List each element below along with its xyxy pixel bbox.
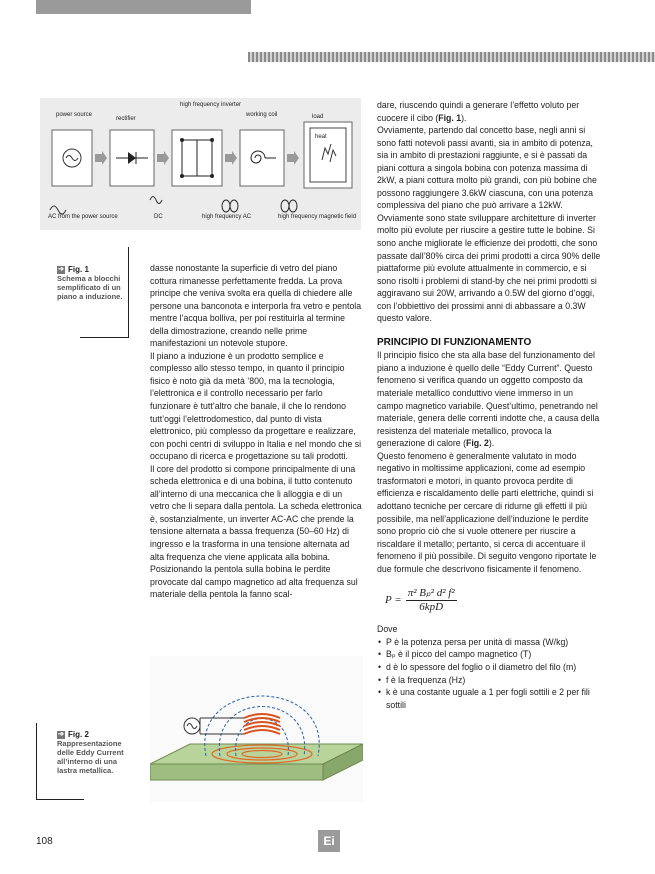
fig1-label-ac-from-source: AC from the power source [48,214,118,220]
page-number: 108 [36,836,53,847]
variable-list [377,636,601,711]
left-column [150,262,363,601]
fig1-label-inverter-text: high frequency inverter [180,102,242,108]
hf-wave-symbol-2 [281,200,289,212]
fig2-reference: Fig. 2 [466,438,489,449]
fig1-label-hf-ac: high frequency AC [202,214,252,220]
fig1-label-hf-field: high frequency magnetic field [278,214,357,220]
fig1-label-load: load [312,114,324,120]
fig1-label-inverter [180,102,241,108]
eddy-loss-formula [385,587,601,613]
arrow-4 [287,151,299,165]
fig1-label-working-coil: working coil [246,112,278,118]
fig1-label-dc: DC [154,214,163,220]
caption-arrow-icon: ➔ [58,265,64,273]
section-heading: PRINCIPIO DI FUNZIONAMENTO [377,336,532,348]
coil-block [240,130,284,186]
formula-numerator: π² Bₚ² d² f² [407,587,455,600]
right-paragraph-3 [377,349,601,449]
figure-1-block-diagram [40,98,361,230]
fig2-caption-label: Fig. 2 [68,730,89,739]
fig2-caption-text: Rappresentazione delle Eddy Current all’interno di una lastra metallica. [57,739,124,775]
figure-1-caption [57,265,123,301]
induction-coil [244,714,280,734]
formula-lhs: P = [385,594,402,606]
arrow-1 [95,151,107,165]
fig1-heat-label: heat [315,134,327,140]
fig1-caption-text: Schema a blocchi semplificato di un piano a induzione. [57,274,123,301]
right-p1-text: dare, riuscendo quindi a generare l’effetto voluto per cuocere il cibo ( [377,100,580,123]
right-p3-text: Il principio fisico che sta alla base del funzionamento del piano a induzione è quello delle “Eddy Current”. Questo fenomeno si verifica quando un oggetto composto da materiale metallico conduttivo viene immerso in un campo magnetico variabile. Quest’ultimo, penetrando nel materiale, genera delle correnti indotte che, a causa della resistenza del materiale metallico, provoca la generazione di calore ( [377,350,600,449]
list-item: • d è lo spessore del foglio o il diametro del filo (m) [386,661,601,674]
caption-rule-vertical-1 [128,247,129,337]
right-paragraph-4: Questo fenomeno è generalmente valutato in modo negativo in moltissime applicazioni, come ad esempio trasformatori e motori, in quanto provoca perdite di efficienza e riscaldamento delle parti elettriche, quindi si adottano tecniche per cercare di ridurne gli effetti il più possibile, ma nell’applicazione dell’induzione le perdite sono proprio ciò che si vuole ottenere per riuscire a riscaldare il metallo; pertanto, si cerca di accentuare il fenomeno il più possibile. Di seguito vengono riportate le due formule che descrivono fisicamente il fenomeno. [377,450,597,574]
figure-2-eddy-current-illustration [150,656,363,802]
formula-denominator: 6kpD [419,600,444,613]
left-paragraph-1: dasse nonostante la superficie di vetro del piano cottura rimanesse perfettamente fredda. La prova principe che veniva svolta era quella di chiedere alle persone una banconota e interporla fra vetro e pentola mentre l’acqua bolliva, per poi restituirla al termine della dimostrazione, creando nelle prime manifestazioni un notevole stupore. [150,263,362,349]
ac-wave-symbol [50,206,66,214]
top-bar [36,0,251,14]
figure-2-caption [57,730,132,775]
caption-arrow-icon: ➔ [58,730,64,738]
publisher-logo: Ei [318,830,340,852]
right-p3-end: ). [488,438,495,449]
caption-rule-vertical-2 [36,723,37,799]
dc-wave-symbol [150,197,162,204]
hf-wave-symbol-1 [222,200,230,212]
dove-label: Dove [377,624,398,635]
right-paragraph-1 [377,99,601,124]
right-column [377,99,601,711]
arrow-3 [225,151,237,165]
fig1-label-power-source: power source [56,112,93,118]
list-item: • f è la frequenza (Hz) [386,674,601,687]
caption-rule-horizontal-1 [80,337,129,338]
header-stripe [248,52,655,62]
list-item: • k è una costante uguale a 1 per fogli sottili e 2 per fili sottili [386,686,601,711]
caption-rule-horizontal-2 [36,799,84,800]
list-item: • P è la potenza persa per unità di massa (W/kg) [386,636,601,649]
fig1-reference: Fig. 1 [438,112,462,123]
left-paragraph-2: Il piano a induzione è un prodotto semplice e complesso allo stesso tempo, in quanto il principio fisico è noto già da metà ’800, ma la tecnologia, l’elettronica e il controllo necessario per farlo funzionare è tutt’altro che banale, il che lo rendono tutt’oggi l’elettrodomestico, dal punto di vista elettronico, più complesso da progettare e realizzare, con pochi centri di sviluppo in Italia e nel mondo che si occupano di ricerca e progettazione su tali prodotti. [150,350,362,462]
left-paragraph-3: Il core del prodotto si compone principalmente di una scheda elettronica e di una bobina, il tutto contenuto all’interno di una meccanica che li alloggia e di un vetro che li separa dalla pentola. La scheda elettronica è, sostanzialmente, un inverter AC-AC che prende la tensione alternata a bassa frequenza (50–60 Hz) di ingresso e la trasforma in una tensione alternata ad alta frequenza che viene applicata alla bobina. Posizionando la pentola sulla bobina le perdite provocate dal campo magnetico ad alta frequenza sul materiale della pentola la fanno scal- [150,463,362,600]
right-paragraph-2: Ovviamente, partendo dal concetto base, negli anni si sono fatti notevoli passi avanti, sia in ambito di potenza, sia in ambito di prestazioni raggiunte, e si è passati da piani cottura a singola bobina con potenza massima di 2kW, a piani cottura molto più grandi, con più bobine che possono raggiungere 3.6kW ciascuna, con una potenza complessiva del piano che può arrivare a 12kW. Ovviamente sono state sviluppare architetture di inverter molto più evolute per riuscire a gestire tutte le bobine. Si sono anche migliorate le efficienze dei prodotti, che sono passate dall’80% circa dei primi prodotti a circa 90% delle piattaforme più evolute attualmente in commercio, e si sono risolti i problemi di stand-by che nei primi prodotti si aggiravano sui 20W, arrivando a 0.5W del giorno d’oggi, con l’obbiettivo dei prossimi anni di abbassare a 0.3W questo valore. [377,125,601,324]
list-item: • Bₚ è il picco del campo magnetico (T) [386,648,601,661]
fig1-label-rectifier: rectifier [116,116,136,122]
fig1-caption-label: Fig. 1 [68,265,89,274]
metal-plate-front [150,764,323,780]
arrow-2 [157,151,169,165]
right-p1-end: ). [461,112,467,123]
